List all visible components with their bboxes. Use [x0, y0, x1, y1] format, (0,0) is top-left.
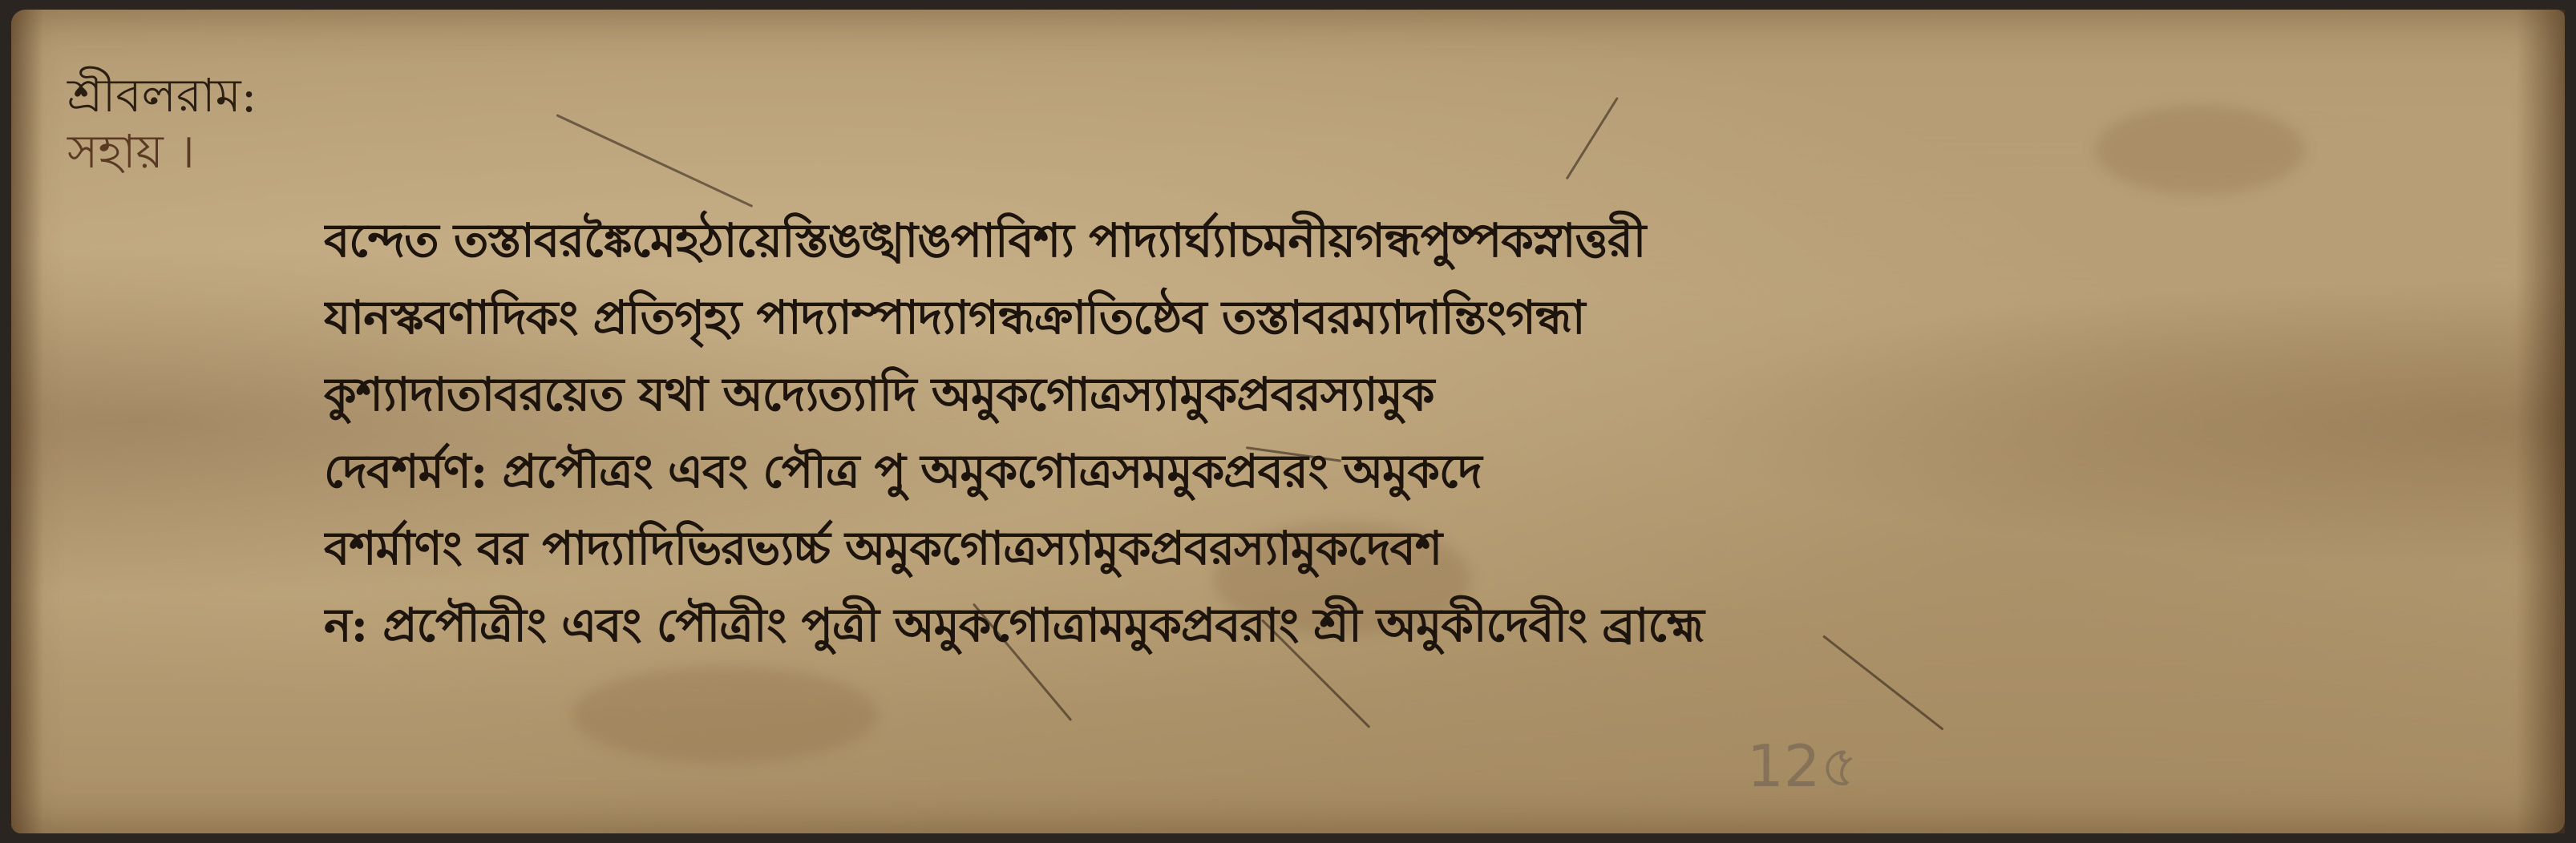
text-line: বন্দেত তস্তাবরঙ্কৈমেহঠায়েস্তিঙঙ্খাঙপাবিশ্য পাদ্যার্ঘ্যাচমনীয়গন্ধপুষ্পকস্নাত্তরী — [324, 213, 1646, 268]
text-line: দেবশর্মণ: প্রপৌত্রং এবং পৌত্র পু অমুকগোত্রসমমুকপ্রবরং অমুকদে — [324, 444, 1482, 498]
paper-stain — [572, 667, 877, 763]
folio-right-edge — [2517, 10, 2565, 833]
text-line: যানস্কবণাদিকং প্রতিগৃহ্য পাদ্যাম্পাদ্যাগন্ধক্রাতিষ্ঠেব তস্তাবরম্যাদান্তিংগন্ধা — [324, 290, 1585, 345]
manuscript-folio — [11, 10, 2565, 833]
text-line: বশর্মাণং বর পাদ্যাদিভিরভ্যর্চ্চ অমুকগোত্রস্যামুকপ্রবরস্যামুকদেবশ — [324, 521, 1442, 575]
heading-title: শ্রীবলরাম: — [67, 68, 257, 123]
heading-subtitle: সহায় । — [67, 124, 195, 179]
text-line: কুশ্যাদাতাবরয়েত যথা অদ্যেত্যাদি অমুকগোত্রস্যামুকপ্রবরস্যামুক — [324, 367, 1434, 422]
ink-stroke — [556, 114, 753, 208]
folio-left-edge — [11, 10, 43, 833]
ink-stroke — [1566, 97, 1619, 179]
folio-number: 12৫ — [1747, 732, 1858, 800]
paper-stain — [2096, 106, 2304, 194]
manuscript-text — [324, 202, 2344, 664]
manuscript-heading — [67, 67, 257, 179]
text-line: ন: প্রপৌত্রীং এবং পৌত্রীং পুত্রী অমুকগোত্রামমুকপ্রবরাং শ্রী অমুকীদেবীং ব্রাহ্মে — [324, 598, 1704, 652]
